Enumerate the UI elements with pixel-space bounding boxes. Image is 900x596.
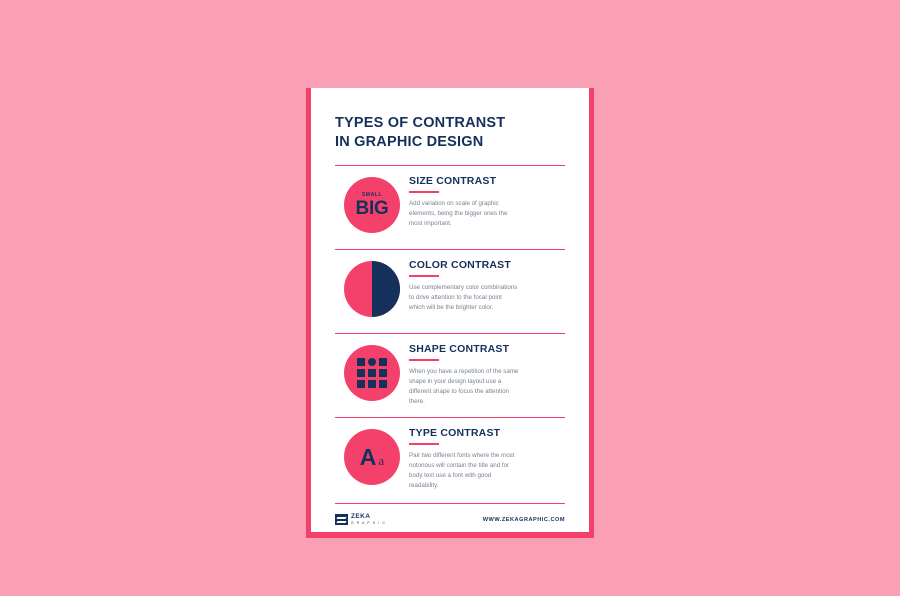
grid-square (357, 358, 365, 366)
section-description: When you have a repetition of the same shape in your design layout use a different shape to focus the attention there. (409, 367, 519, 405)
type-icon-lowercase: a (378, 452, 385, 468)
logo-text (351, 514, 386, 525)
brand-logo (335, 514, 386, 525)
section-title: SHAPE CONTRAST (409, 343, 510, 356)
list-item (335, 333, 565, 417)
section-title: TYPE CONTRAST (409, 427, 501, 440)
grid-square (368, 380, 376, 388)
grid-square (379, 380, 387, 388)
shape-contrast-icon (344, 345, 400, 401)
title-underline (409, 191, 439, 193)
logo-brand: ZEKA (351, 513, 371, 521)
color-contrast-icon (344, 261, 400, 317)
list-item (335, 165, 565, 249)
section-title: SIZE CONTRAST (409, 175, 497, 188)
icon-cell (335, 343, 409, 401)
zeka-logo-icon (335, 514, 348, 525)
grid-square (379, 369, 387, 377)
section-description: Use complementary color combinations to drive attention to the focal point which will be the brighter color. (409, 283, 518, 311)
type-contrast-icon (344, 429, 400, 485)
text-cell (409, 427, 565, 491)
size-contrast-icon (344, 177, 400, 233)
grid-square (368, 369, 376, 377)
title-underline (409, 359, 439, 361)
type-icon-capital: A (359, 443, 377, 470)
grid-square (357, 369, 365, 377)
title-line-2: IN GRAPHIC DESIGN (335, 133, 484, 150)
title-line-1: TYPES OF CONTRANST (335, 115, 506, 131)
title-underline (409, 275, 439, 277)
text-cell (409, 343, 565, 407)
half-circle-shape (372, 261, 400, 317)
page-title (335, 114, 565, 151)
size-icon-small-label: SMALL (361, 191, 383, 198)
grid-square (357, 380, 365, 388)
section-description: Add variation on scale of graphic elements, being the bigger ones the most important. (409, 199, 508, 227)
list-item (335, 417, 565, 501)
poster-footer (335, 503, 565, 525)
contrast-list (335, 165, 565, 501)
grid-square (379, 358, 387, 366)
list-item (335, 249, 565, 333)
poster (311, 88, 589, 532)
shape-grid (357, 358, 387, 388)
title-underline (409, 443, 439, 445)
website-url: WWW.ZEKAGRAPHIC.COM (482, 516, 565, 523)
text-cell (409, 259, 565, 313)
size-icon-big-label: BIG (355, 197, 389, 219)
section-description: Pair two different fonts where the most notorious will contain the title and for body text use a font with good readability. (409, 451, 515, 489)
icon-cell (335, 175, 409, 233)
icon-cell (335, 259, 409, 317)
text-cell (409, 175, 565, 229)
icon-cell (335, 427, 409, 485)
grid-circle (368, 358, 376, 366)
logo-subtitle: G R A P H I C (351, 520, 387, 525)
section-title: COLOR CONTRAST (409, 259, 511, 272)
